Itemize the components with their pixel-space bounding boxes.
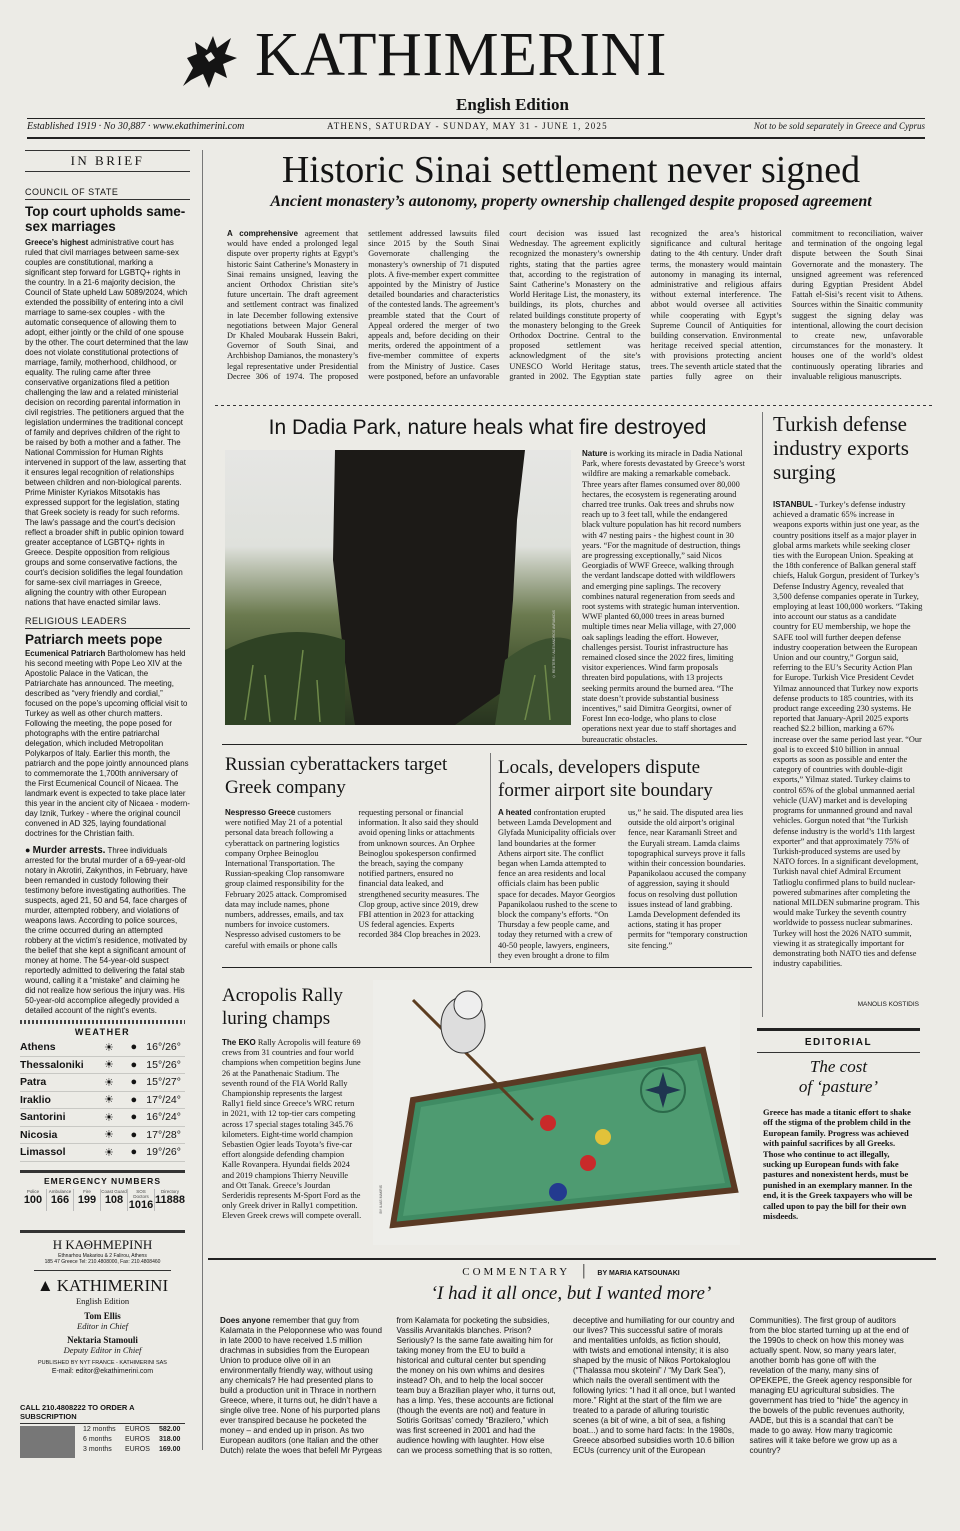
- emergency-item: Coast Guard 108: [101, 1189, 128, 1211]
- subscription-rates: [75, 1426, 185, 1458]
- deputy-name: Nektaria Stamouli: [67, 1335, 138, 1345]
- weather-city: Nicosia: [20, 1128, 58, 1141]
- sun-icon: ●: [130, 1076, 138, 1089]
- griffin-small-icon: ▲: [36, 1276, 54, 1295]
- griffin-logo-icon: [175, 28, 245, 98]
- locals-body: A heated confrontation erupted between Lamda Development and Glyfada Municipality officials over land boundaries at the former Athens airport site. The conflict began when Lamda attempted to fence an area residents and local officials claim has been public space for decades. Mayor Georgios Papanikolaou rushed to the scene to block the company’s efforts. “On Thursday a few people came, and today they returned with a crew of 40-50 people, lawyers, engineers, they even brought a drone to film us,” he said. The disputed area lies outside the old airport’s original fence, near Karamanli Street and the Euryali stream. Lamda claims topographical surveys prove it falls within their concession boundaries. Papanikolaou accused the company of aggression, saying it should focus on resolving dust pollution issues instead of land grabbing. Lamda Development defended its actions, stating it has proper permits for “temporary construction site fencing.”: [498, 808, 748, 960]
- weather-city: Santorini: [20, 1111, 66, 1124]
- emergency-item: Directory 11888: [155, 1189, 185, 1206]
- imprint-greek-title: Η ΚΑΘΗΜΕΡΙΝΗ: [52, 1237, 153, 1252]
- dateline: ATHENS, SATURDAY - SUNDAY, MAY 31 - JUNE 1, 2025: [327, 121, 608, 131]
- russian-headline: Russian cyberattackers target Greek company: [225, 754, 448, 798]
- emergency-item: SOS Doctors 1016: [128, 1189, 154, 1211]
- weather-temp: 17°/24°: [146, 1093, 181, 1106]
- weather-temp: 16°/26°: [146, 1041, 181, 1054]
- brief-same-sex-body: Greece’s highest administrative court has ruled that civil marriages between same-sex couples are constitutional, marking a significant step forward for LGBTQ+ rights in the country. In a 21-6 majority decision, the Council of State upheld Law 5089/2024, which extended the possibility of entering into a civil marriage to same-sex couples - with the automatic consequence of allowing them to adopt, either jointly or the child of one spouse by the other. The court determined that the law does not violate constitutional protections of marriage, family, motherhood, childhood, or equality. The ruling came after three conservative organizations filed a petition challenging the law and a related ministerial decision on recording parental information in civil registries. The petitioners argued that the legislation undermines the traditional concept of family and deprives children of the right to be raised by both a mother and a father. The National Commission for Human Rights intervened in support of the law, asserting that it ensures legal recognition of relationships between children and non-biological parents. Prime Minister Kyriakos Mitsotakis has expressed support for the legislation, stating that Greek society is ready for such reforms. The law’s passage and the court’s decision reflect a broader shift in public opinion toward greater acceptance of LGBTQ+ rights in Greece. Despite opposition from religious groups and some conservative factions, the court’s decision solidifies the legal foundation for same-sex civil marriages in Greece, aligning the country with other European nations that have enacted similar laws.: [25, 238, 189, 607]
- editorial-body: Greece has made a titanic effort to shake off the stigma of the problem child in the European family. Progress was achieved with painful sacrifices by all Greeks. Those who continue to act illegally, sucking up European funds with fake pastures and nonexistent herds, must be punished in an exemplary manner. In the end, it is the Greek taxpayers who will be called upon to pay the bill for their own misdeeds.: [763, 1107, 913, 1222]
- imprint-greek-address: Ethnarhou Makariou & 2 Falirou, Athens: [58, 1253, 147, 1259]
- lead-headline: Historic Sinai settlement never signed: [281, 149, 861, 191]
- commentary-bar: COMMENTARY | BY MARIA KATSOUNAKI: [462, 1262, 680, 1279]
- weather-temp: 17°/28°: [146, 1128, 181, 1141]
- imprint-title: KATHIMERINI: [56, 1276, 169, 1295]
- subscription-row: 12 months EUROS 582.00: [83, 1426, 181, 1433]
- billiards-cartoon: [373, 980, 740, 1245]
- weather-city: Athens: [20, 1041, 56, 1054]
- weather-row: [20, 1074, 185, 1092]
- emergency-header: EMERGENCY NUMBERS: [44, 1176, 161, 1186]
- imprint-greek-phone: 185 47 Greece Tel: 210.4808000, Fax: 210.4808460: [44, 1259, 161, 1265]
- photo-credit: © REUTERS / ALEXANDROS AVRAMIDIS: [552, 610, 556, 679]
- masthead-info-bar: [27, 121, 925, 135]
- emergency-numbers-box: [20, 1170, 185, 1220]
- sun-icon: ●: [130, 1111, 138, 1124]
- imprint-edition: English Edition: [75, 1296, 130, 1306]
- editor-name: Tom Ellis: [84, 1311, 121, 1321]
- acropolis-body: The EKO Rally Acropolis will feature 69 crews from 31 countries and four world champions when competition begins June 26 at the Panathenaic Stadium. The seventh round of the FIA World Rally Championship represents the largest Rally1 field since Greece’s WRC return in 2021, with 12 top-tier cars competing across 17 special stages totaling 345.76 kilometers. Eight-time world champion Sebastien Ogier leads Toyota’s five-car effort alongside defending champion Kalle Rovanpera. Hyundai fields 2024 and 2019 champions Thierry Neuville and Ott Tanak. Greece’s Jourdan Serderidis represents M-Sport Ford as the only Greek driver in Rally1 competition. Eleven Greek crews will compete overall.: [222, 1038, 362, 1221]
- weather-row: [20, 1057, 185, 1075]
- partly-sunny-icon: ☀: [104, 1111, 114, 1124]
- weather-city: Thessaloniki: [20, 1058, 84, 1071]
- weather-row: [20, 1039, 185, 1057]
- sun-icon: ●: [130, 1041, 138, 1054]
- partly-sunny-icon: ☀: [104, 1041, 114, 1054]
- locals-headline: Locals, developers dispute former airport site boundary: [498, 757, 713, 801]
- partly-sunny-icon: ☀: [104, 1146, 114, 1159]
- weather-city: Limassol: [20, 1146, 66, 1159]
- dadia-body: Nature is working its miracle in Dadia National Park, where forests devastated by Greece’s worst wildfire are making a remarkable comeback. Three years after flames consumed over 80,000 hectares, the ecosystem is regenerating around charred tree trunks. Oak trees and shrubs now reach up to 3 feet tall, while the endangered black vulture population has hit record numbers with 47 nesting pairs - the highest count in 30 years. “For the magnitude of destruction, things are progressing exceptionally,” said Nicos Georgiadis of WWF Greece, walking through the verdant landscape dotted with wildflowers and emerging pine saplings. The recovery combines natural regeneration from seeds and root systems with strategic human intervention. WWF planted 60,000 trees in areas burned multiple times near Melia village, with 27,000 oak saplings leading the effort. However, challenges persist. Tourist infrastructure has remained closed since the 2022 fires, limiting visitor experiences. Wind farm proposals threaten bird populations, with 13 projects seeking permits around the burned area. “The state doesn’t provide substantial business incentives,” said Dimitra Georgitsi, owner of Forest Inn eco-lodge, who plans to close operations next year due to staff shortages and bureaucratic obstacles.: [582, 449, 745, 744]
- emergency-item: Fire 199: [74, 1189, 101, 1211]
- in-brief-header: IN BRIEF: [25, 150, 190, 172]
- turkish-byline: MANOLIS KOSTIDIS: [857, 1001, 919, 1008]
- lead-subhead: Ancient monastery’s autonomy, property ownership challenged despite proposed agreement: [270, 193, 872, 210]
- established-line: Established 1919 · No 30,887 · www.ekathimerini.com: [27, 121, 245, 132]
- subscription-header: CALL 210.4808222 TO ORDER A SUBSCRIPTION: [20, 1403, 185, 1424]
- editorial-title-line1: The cost: [809, 1057, 868, 1076]
- deputy-role: Deputy Editor in Chief: [63, 1345, 142, 1355]
- russian-body: Nespresso Greece customers were notified May 21 of a potential personal data breach following a cyberattack on partnering logistics company Orphee Beinoglou International Transportation. The Russian-speaking Clop ransomware group claimed responsibility for the February 2025 attack. Compromised data may include names, phone numbers, addresses, emails, and tax numbers for invoice customers. Nespresso advised customers to be careful with emails or phone calls requesting personal or financial information. It also said they should avoid opening links or attachments from unknown sources. An Orphee Beinoglou spokesperson confirmed the breach, saying the company notified partners, ensured no financial data leaked, and strengthened security measures. The Clop group, active since 2019, drew FBI attention in 2023 for attacking US federal agencies. Experts recorded 384 Clop breaches in 2023.: [225, 808, 481, 950]
- subscription-badge: [20, 1426, 75, 1458]
- turkish-headline: Turkish defense industry exports surging: [773, 412, 909, 484]
- weather-list: [20, 1039, 185, 1162]
- partly-sunny-icon: ☀: [104, 1059, 114, 1072]
- subscription-row: 6 months EUROS 318.00: [83, 1436, 181, 1443]
- masthead-edition: English Edition: [456, 95, 569, 114]
- dadia-headline: In Dadia Park, nature heals what fire destroyed: [268, 416, 707, 439]
- commentary-body: Does anyone remember that guy from Kalamata in the Peloponnese who was found in late 2000 to have received 1.5 million drachmas in subsidies from the European Union to produce olive oil in an environmentally friendly way, without using any chemicals? He had presented plans to build a production unit in Thrace in northern Greece, where, it turns out, he didn’t have a single olive tree. None of his purported plans ever transpired because he pocketed the money – and ended up in prison. As two European auditors (one Italian and the other Dutch) relate the woes that befell Mr Pyrgeas from Kalamata for pocketing the subsidies, Vassilis Arvanitakis blanches. Prison? Seriously? Is the same fate awaiting him for taking money from the EU to build a historical and cultural center but spending the money on his own whims and desires instead? Oh, and to help the local soccer team buy a Brazilian player who, it turns out, has a limp. Yes, these accounts are fictional (though the events are not) and feature in Sotiris Goritsas’ comedy “Brazilero,” which was first screened in 2001 and had the audience howling with laughter. How else can we process something that is so rotten, deceptive and humiliating for our country and our lives? This successful satire of morals and mentalities unfolds, as fiction should, with twists and emotional intensity; it is also shaped by the music of Nikos Portokaloglou (“Thalassa mou skoteini” / “My Dark Sea”), which nails the overall sentiment with the following lyrics: “I had it all once, but I wanted more.” Right at the start of the film we are treated to a parade of alluring touristic scenes (a bit of wine, a bit of sea, a fishing boat...) and to some hard facts: In the 1980s, Greece absorbed subsidies worth 10.6 billion ECUs (currency unit of the European Communities). The first group of auditors from the bloc started turning up at the end of the 1990s to check on how this money was actually spent. Now, so many years later, another bomb has gone off with the revelation of the many, many sins of OPEKEPE, the Greek agency responsible for managing EU agricultural subsidies. The government has tried to “hide” the agency in the bowels of the public revenues authority, AADE, but this is a scandal that can’t be made to go away. How many tragicomic satires will it take before we grow up as a country?: [220, 1316, 912, 1455]
- emergency-item: Ambulance 166: [47, 1189, 74, 1211]
- weather-box: [20, 1020, 185, 1165]
- headline-patriarch-meets-pope: Patriarch meets pope: [25, 632, 163, 647]
- brief-murder-body: ● Murder arrests. Three individuals arrested for the brutal murder of a 69-year-old notary in Akrotiri, Zakynthos, in February, have been remanded in custody following their testimony before investigating authorities. The suspects, aged 21, 50 and 54, face charges of murder, attempted robbery, and violations of weapons laws. According to police sources, the crime occurred during an attempted robbery at the victim’s residence, motivated by the belief that she kept a significant amount of money at home. The 54-year-old suspect reportedly admitted to delivering the fatal stab wound, calling it a “mistake” and claiming he did not realize how serious the injury was. His 50-year-old accomplice allegedly provided a detailed account of the night’s events.: [25, 845, 188, 1015]
- weather-row: [20, 1092, 185, 1110]
- headline-same-sex-marriages: Top court upholds same-sex marriages: [25, 204, 186, 234]
- brief-patriarch-body: Ecumenical Patriarch Bartholomew has held his second meeting with Pope Leo XIV at the Apostolic Palace in the Vatican, the Patriarchate has announced. The meeting, described as “very friendly and cordial,” focused on the pope’s upcoming official visit to Turkey as well as other church matters. Following the meeting, the pope posed for photographs with the entire patriarchal delegation, which included Metropolitan Polykarpos of Italy. Earlier this month, the patriarch and the pope jointly announced plans to commemorate the 1,700th anniversary of the First Ecumenical Council of Nicaea. The landmark event is expected to take place later this year in the ancient city of Nicaea - modern-day Iznik, Turkey - where the original council convened in AD 325, laying foundational doctrines for the Christian faith.: [25, 649, 190, 838]
- weather-row: [20, 1144, 185, 1162]
- cartoon-credit: BY ILIAS MAKRIS: [379, 1185, 383, 1214]
- in-brief-column: [25, 150, 190, 1015]
- weather-temp: 19°/26°: [146, 1146, 181, 1159]
- imprint-box: [20, 1230, 185, 1405]
- emergency-item: Police 100: [20, 1189, 47, 1211]
- editor-role: Editor in Chief: [77, 1321, 128, 1331]
- partly-sunny-icon: ☀: [104, 1129, 114, 1142]
- section-religious-leaders: RELIGIOUS LEADERS: [25, 616, 190, 629]
- editorial-label: EDITORIAL: [757, 1037, 920, 1053]
- dadia-forest-photo: [225, 450, 571, 725]
- lead-body: A comprehensive agreement that would have ended a prolonged legal dispute over property rights at Egypt’s historic Saint Catherine’s Monastery in Sinai remains unsigned, leaving the ancient Orthodox Christian site’s future uncertain. The draft agreement and settlement contract was finalized in late December following extensive negotiations between Major General Dr Khaled Moubarak Hussein Bakri, Governor of South Sinai, and Archbishop Damianos, the monastery’s legal representative under Presidential Decree 306 of 1974. The proposed settlement addressed lawsuits filed since 2015 by the South Sinai Governorate challenging the monastery’s ownership of 71 disputed plots. A five-member expert committee appointed by the Ministry of Justice detailed boundaries and characteristics of the contested lands. The agreement’s preamble stated that the Court of Appeal ordered the merger of two appeals and, before deciding on their merits, ordered the appointment of a five-member committee of experts from the Ministry of Justice. Cases were postponed, before an unfavorable court decision was issued last Wednesday. The agreement explicitly recognized the monastery’s ownership rights, stating that the parties agree that, according to the registration of Saint Catherine’s Monastery on the World Heritage List, the monastery, its buildings, its plots, churches and related buildings constitute property of the monastery belonging to the Greek Orthodox Doctrine. Central to the proposed settlement was acknowledgment of the site’s UNESCO World Heritage status, granted in 2002. The Egyptian state recognized the area’s historical significance and cultural heritage dating to the 4th century. Under draft terms, the monastery would maintain autonomy in managing its internal, administrative and religious affairs without external interference. The abbot would oversee all activities while cooperating with Egypt’s Supreme Council of Antiquities for building conservation. Environmental heritage received special attention, with provisions protecting ancient trees. The seventh article stated that the parties fully agree on their commitment to reconciliation, waiver and termination of the ongoing legal dispute between the South Sinai Governorate and the monastery. The unsigned agreement was referenced during Egyptian President Abdel Fattah el-Sisi’s recent visit to Athens. Sources within the Sinaitic community suggest the signing delay was intentional, allowing the court decision to create new, unfavorable circumstances for the monastery. It houses one of the world’s oldest continuously operating libraries and invaluable religious manuscripts.: [227, 229, 923, 381]
- partly-sunny-icon: ☀: [104, 1076, 114, 1089]
- emergency-list: [20, 1189, 185, 1211]
- editorial-box: [757, 1028, 920, 1250]
- weather-city: Iraklio: [20, 1093, 51, 1106]
- weather-header: WEATHER: [74, 1027, 131, 1037]
- sun-icon: ●: [130, 1093, 138, 1106]
- sale-notice: Not to be sold separately in Greece and Cyprus: [753, 121, 925, 131]
- weather-row: [20, 1127, 185, 1145]
- turkish-body: ISTANBUL - Turkey’s defense industry achieved a dramatic 65% increase in weapons exports within just one year, as the country positions itself as a major player in global arms markets while seeking closer ties with the European Union. Speaking at the 18th conference of Balkan general staff chiefs, Haluk Gorgun, president of Turkey’s Defense Industry Agency, revealed that 3,500 defense companies operate in Turkey, employing at least 100,000 workers. “Taking into account our status as a candidate country for EU membership, we hope the SAFE tool will further deepen defense industry cooperation between the European Union and our country,” Gorgun said, referring to the EU’s Security Action Plan for Europe. Turkish Vice President Cevdet Yilmaz announced that Turkey now exports defense products to 185 countries, with its product range exceeding 230 systems. He reported that January-April 2025 exports reached $2.2 billion, marking a 67% increase over the same period last year. “Our goal is to exceed $10 billion in annual exports as soon as possible and enter the category of countries with double-digit exports,” Yilmaz stated. Turkey claims to control 65% of the global unmanned aerial vehicle (UAV) market and is developing programs for unmanned ground and naval vehicles. Gorgun noted that “the Turkish defense industry is the world’s 11th largest exporter” and that approximately 75% of Turkish-produced systems are used by NATO forces. In a significant development, Turkish naval chief Admiral Ercument Tatlioglu confirmed plans to build nuclear-powered submarines after completing the national MILDEN submarine program. This would make Turkey the seventh country worldwide to possess nuclear submarines. Turkey will host the 2026 NATO summit, viewing it as strategically important for demonstrating both NATO ties and defense industry capabilities.: [773, 500, 923, 969]
- commentary-byline: BY MARIA KATSOUNAKI: [597, 1270, 680, 1277]
- partly-sunny-icon: ☀: [104, 1094, 114, 1107]
- commentary-headline: ‘I had it all once, but I wanted more’: [430, 1283, 712, 1304]
- imprint-title-row: [20, 1276, 185, 1296]
- editorial-title-line2: of ‘pasture’: [798, 1077, 879, 1096]
- weather-temp: 15°/26°: [146, 1058, 181, 1071]
- weather-temp: 15°/27°: [146, 1076, 181, 1089]
- imprint-publisher: PUBLISHED BY NYT FRANCE - KATHIMERINI SAS: [38, 1360, 167, 1366]
- weather-city: Patra: [20, 1076, 47, 1089]
- weather-temp: 16°/24°: [146, 1111, 181, 1124]
- imprint-email[interactable]: E-mail: editor@ekathimerini.com: [51, 1368, 154, 1375]
- sun-icon: ●: [130, 1058, 138, 1071]
- sun-icon: ●: [130, 1128, 138, 1141]
- section-council-of-state: COUNCIL OF STATE: [25, 187, 190, 200]
- sun-icon: ●: [130, 1146, 138, 1159]
- subscription-box: [20, 1403, 185, 1453]
- acropolis-headline: Acropolis Rally luring champs: [222, 985, 343, 1029]
- masthead-title: KATHIMERINI: [255, 21, 667, 89]
- subscription-row: 3 months EUROS 169.00: [83, 1446, 181, 1453]
- commentary-label: COMMENTARY: [462, 1266, 571, 1278]
- weather-row: [20, 1109, 185, 1127]
